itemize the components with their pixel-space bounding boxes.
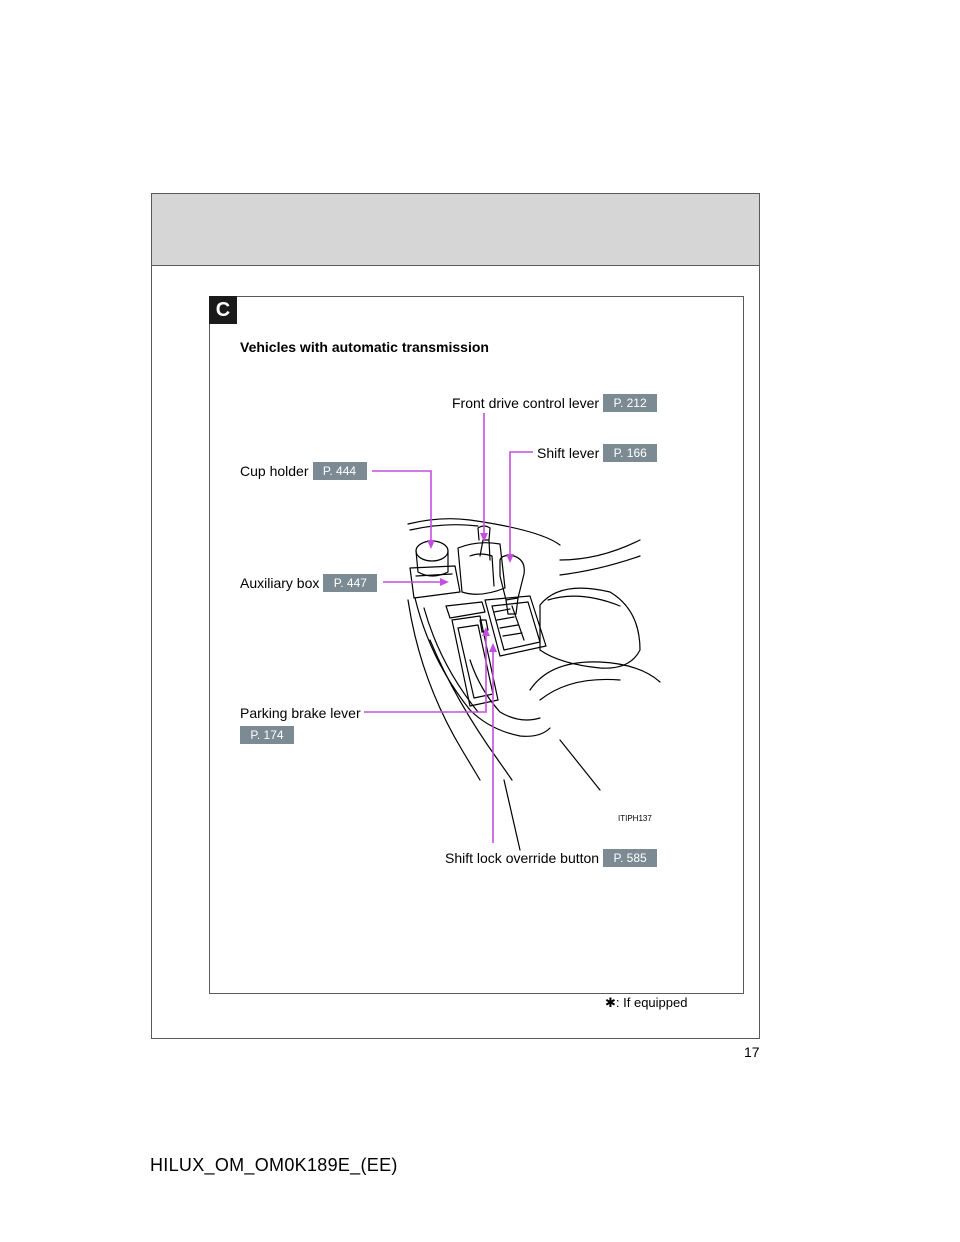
callout-shift-lock	[445, 848, 657, 868]
callout-cup-holder	[240, 461, 367, 481]
callout-cup-holder-label: Cup holder	[240, 463, 309, 479]
figure-code: ITIPH137	[618, 814, 652, 823]
page-number: 17	[744, 1044, 760, 1060]
callout-parking-brake	[240, 703, 361, 723]
callout-shift-lock-page[interactable]: P. 585	[603, 849, 657, 867]
callout-parking-brake-label: Parking brake lever	[240, 705, 361, 721]
callout-shift-lock-label: Shift lock override button	[445, 850, 600, 866]
footnote-text: : If equipped	[615, 995, 688, 1010]
callout-cup-holder-page[interactable]: P. 444	[313, 462, 367, 480]
callout-parking-brake-page-row	[240, 725, 294, 745]
console-drawing	[408, 519, 660, 850]
callout-aux-box	[240, 573, 377, 593]
callout-front-drive-label: Front drive control lever	[452, 395, 600, 411]
leader-cup-holder	[372, 471, 431, 542]
callout-aux-box-page[interactable]: P. 447	[323, 574, 377, 592]
callout-shift-lever-page[interactable]: P. 166	[603, 444, 657, 462]
callout-aux-box-label: Auxiliary box	[240, 575, 320, 591]
leader-shift-lever	[510, 452, 533, 556]
callout-parking-brake-page[interactable]: P. 174	[240, 726, 294, 744]
callout-front-drive-page[interactable]: P. 212	[603, 394, 657, 412]
callout-shift-lever-label: Shift lever	[537, 445, 600, 461]
asterisk-icon: ✱	[605, 995, 616, 1010]
leader-lines	[364, 413, 533, 843]
callout-shift-lever	[537, 443, 657, 463]
section-heading: Vehicles with automatic transmission	[240, 339, 489, 355]
section-tag: C	[209, 296, 237, 324]
callout-front-drive	[452, 393, 657, 413]
document-code: HILUX_OM_OM0K189E_(EE)	[150, 1155, 398, 1175]
footnote	[605, 995, 687, 1011]
